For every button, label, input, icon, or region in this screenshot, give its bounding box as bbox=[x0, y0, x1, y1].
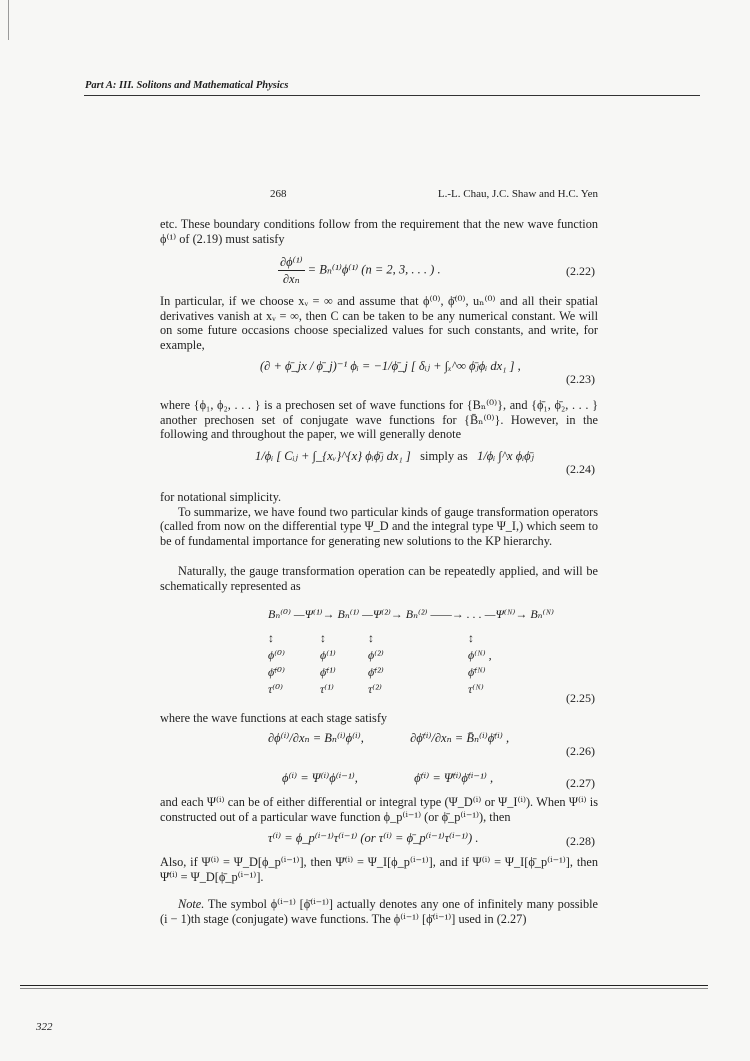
equation-rhs: −1/ϕ̄_j [ δᵢⱼ + ∫ₓ^∞ ϕ̄ⱼϕᵢ dx₁ ] , bbox=[373, 359, 521, 373]
equation-lhs: (∂ + ϕ̄_jx / ϕ̄_j)⁻¹ ϕᵢ = bbox=[260, 359, 371, 373]
paragraph-choice: In particular, if we choose xᵥ = ∞ and assume that ϕ⁽⁰⁾, ϕ̄⁽⁰⁾, uₙ⁽⁰⁾ and all their spatial derivatives vanish at xᵥ = ∞, then C can be taken to be any numerical constant. We will on some future occasions choose specialized values for such constants, and write, for example, bbox=[160, 294, 599, 352]
paragraph-boundary-conditions: etc. These boundary conditions follow from the requirement that the new wave function ϕ⁽¹⁾ of (2.19) must satisfy bbox=[160, 217, 598, 246]
scheme-tau: τ⁽⁰⁾ bbox=[268, 682, 283, 696]
footer-rule-thin bbox=[20, 988, 708, 989]
scheme-tau: τ⁽²⁾ bbox=[368, 682, 382, 696]
paragraph-repeated: Naturally, the gauge transformation operation can be repeatedly applied, and will be schematically represented as bbox=[160, 564, 598, 593]
paragraph-also: Also, if Ψ⁽ⁱ⁾ = Ψ_D[ϕ_p⁽ⁱ⁻¹⁾], then Ψ̄⁽ⁱ⁾ = Ψ_I[ϕ_p⁽ⁱ⁻¹⁾], and if Ψ⁽ⁱ⁾ = Ψ_I[ϕ̄_p⁽ⁱ⁻¹⁾], then Ψ̄⁽ⁱ⁾ = Ψ_D[ϕ̄_p⁽ⁱ⁻¹⁾]. bbox=[160, 855, 598, 884]
note-label: Note. bbox=[178, 897, 205, 911]
running-head: Part A: III. Solitons and Mathematical Physics bbox=[85, 80, 289, 91]
equation-lhs: 1/ϕᵢ [ Cᵢⱼ + ∫_{xᵥ}^{x} ϕᵢϕ̄ⱼ dx₁ ] bbox=[255, 449, 411, 463]
header-rule bbox=[84, 95, 700, 96]
numerator: ∂ϕ⁽¹⁾ bbox=[280, 255, 303, 269]
scheme-tau: τ⁽ᴺ⁾ bbox=[468, 682, 484, 696]
scheme-tau: τ⁽¹⁾ bbox=[320, 682, 334, 696]
notational-line: for notational simplicity. bbox=[160, 490, 282, 504]
equation-label-2-22: (2.22) bbox=[566, 264, 595, 278]
equation-2-22 bbox=[278, 254, 441, 287]
summary-text: To summarize, we have found two particular kinds of gauge transformation operators (called from now on the differential type Ψ_D and the integral type Ψ_I,) which seem to be of fundamental importance for generating new solutions to the KP hierarchy. bbox=[160, 504, 598, 548]
paragraph-note bbox=[160, 897, 598, 926]
equation-connector: simply as bbox=[420, 449, 468, 463]
scheme-phi: ϕ⁽⁰⁾ bbox=[268, 648, 285, 662]
authors-line: L.-L. Chau, J.C. Shaw and H.C. Yen bbox=[437, 188, 598, 200]
scheme-phibar: ϕ̄⁽⁰⁾ bbox=[268, 665, 285, 679]
scheme-phi: ϕ⁽¹⁾ bbox=[320, 648, 336, 662]
equation-part-a: ∂ϕ⁽ⁱ⁾/∂xₙ = Bₙ⁽ⁱ⁾ϕ⁽ⁱ⁾, bbox=[268, 731, 364, 745]
denominator: ∂xₙ bbox=[282, 272, 300, 286]
scheme-phibar: ϕ̄⁽ᴺ⁾ bbox=[468, 665, 486, 679]
equation-rhs: = Bₙ⁽¹⁾ϕ⁽¹⁾ (n = 2, 3, . . . ) . bbox=[307, 262, 441, 277]
equation-rhs: 1/ϕᵢ ∫^x ϕᵢϕ̄ⱼ bbox=[477, 449, 534, 463]
scheme-col-0 bbox=[268, 631, 285, 697]
equation-part-b: ∂ϕ̄⁽ⁱ⁾/∂xₙ = B̄ₙ⁽ⁱ⁾ϕ̄⁽ⁱ⁾ , bbox=[410, 731, 510, 745]
scheme-phibar: ϕ̄⁽¹⁾ bbox=[320, 665, 336, 679]
equation-label-2-27: (2.27) bbox=[566, 776, 595, 790]
equation-2-26 bbox=[268, 730, 509, 746]
scheme-row-b: Bₙ⁽⁰⁾ —Ψ⁽¹⁾→ Bₙ⁽¹⁾ —Ψ⁽²⁾→ Bₙ⁽²⁾ ——→ . . . —Ψ⁽ᴺ⁾→ Bₙ⁽ᴺ⁾ bbox=[268, 607, 554, 621]
volume-page-number: 322 bbox=[36, 1021, 53, 1033]
double-arrow-icon: ↕ bbox=[320, 631, 326, 645]
note-text: The symbol ϕ⁽ⁱ⁻¹⁾ [ϕ̄⁽ⁱ⁻¹⁾] actually denotes any one of infinitely many possible (i − 1)th stage (conjugate) wave functions. The ϕ⁽ⁱ⁻¹⁾ [ϕ̄⁽ⁱ⁻¹⁾] used in (2.27) bbox=[160, 897, 598, 926]
double-arrow-icon: ↕ bbox=[268, 631, 274, 645]
scheme-phi: ϕ⁽²⁾ bbox=[368, 648, 384, 662]
scheme-col-1 bbox=[320, 631, 336, 697]
scheme-phibar: ϕ̄⁽²⁾ bbox=[368, 665, 384, 679]
equation-2-27 bbox=[282, 770, 493, 786]
page-number: 268 bbox=[270, 188, 287, 200]
equation-label-2-28: (2.28) bbox=[566, 834, 595, 848]
equation-label-2-25: (2.25) bbox=[566, 691, 595, 705]
paragraph-stage: where the wave functions at each stage satisfy bbox=[160, 711, 388, 725]
scheme-phi: ϕ⁽ᴺ⁾ , bbox=[468, 648, 492, 662]
double-arrow-icon: ↕ bbox=[468, 631, 474, 645]
equation-2-28: τ⁽ⁱ⁾ = ϕ_p⁽ⁱ⁻¹⁾τ⁽ⁱ⁻¹⁾ (or τ⁽ⁱ⁾ = ϕ̄_p⁽ⁱ⁻¹⁾τ⁽ⁱ⁻¹⁾) . bbox=[268, 831, 479, 845]
equation-label-2-26: (2.26) bbox=[566, 744, 595, 758]
equation-2-24 bbox=[255, 448, 534, 464]
paragraph-summary bbox=[160, 490, 598, 548]
footer-rule bbox=[20, 985, 708, 986]
margin-mark bbox=[8, 0, 9, 40]
scheme-col-n bbox=[468, 631, 492, 697]
equation-label-2-23: (2.23) bbox=[566, 372, 595, 386]
fraction bbox=[278, 254, 305, 287]
equation-2-23 bbox=[260, 358, 521, 374]
equation-part-a: ϕ⁽ⁱ⁾ = Ψ⁽ⁱ⁾ϕ⁽ⁱ⁻¹⁾, bbox=[282, 771, 358, 785]
equation-part-b: ϕ̄⁽ⁱ⁾ = Ψ̄⁽ⁱ⁾ϕ̄⁽ⁱ⁻¹⁾ , bbox=[414, 771, 494, 785]
scheme-col-2 bbox=[368, 631, 384, 697]
equation-label-2-24: (2.24) bbox=[566, 462, 595, 476]
paragraph-prechosen: where {ϕ₁, ϕ₂, . . . } is a prechosen set of wave functions for {Bₙ⁽⁰⁾}, and {ϕ̄₁, ϕ̄₂, . . . } another prechosen set of conjugate wave functions for {B̄ₙ⁽⁰⁾}. However, in the following and throughout the paper, we will generally denote bbox=[160, 398, 598, 442]
double-arrow-icon: ↕ bbox=[368, 631, 374, 645]
paragraph-each-psi: and each Ψ⁽ⁱ⁾ can be of either differential or integral type (Ψ_D⁽ⁱ⁾ or Ψ_I⁽ⁱ⁾). When Ψ⁽ⁱ⁾ is constructed out of a particular wave function ϕ_p⁽ⁱ⁻¹⁾ (or ϕ̄_p⁽ⁱ⁻¹⁾), then bbox=[160, 795, 598, 824]
